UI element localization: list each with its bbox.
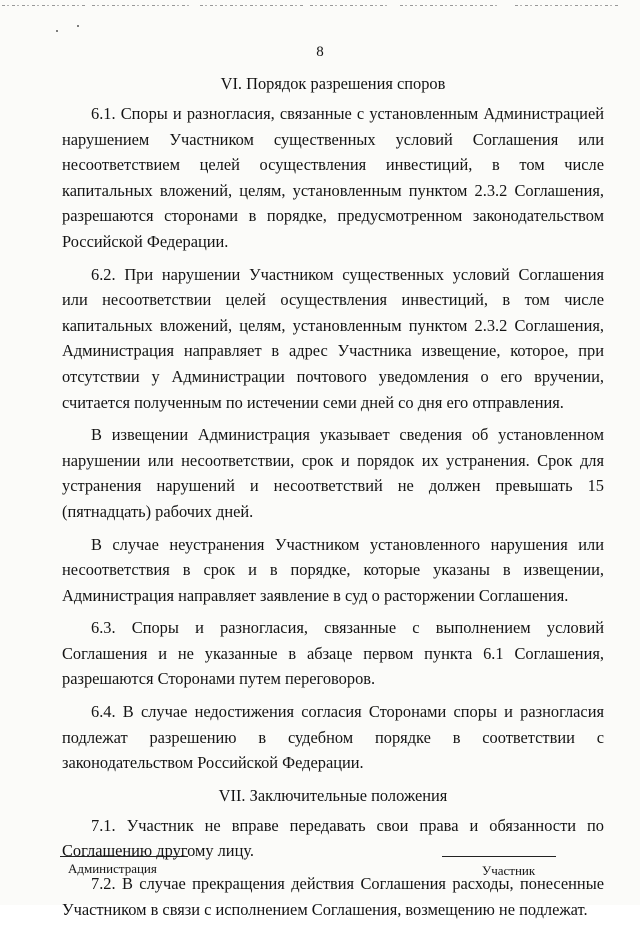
signature-participant [442,856,556,879]
paragraph-7-1: 7.1. Участник не вправе передавать свои права и обязанности по Соглашению другому лицу. [62,815,604,861]
paragraph-6-2: 6.2. При нарушении Участником существенных условий Соглашения или несоответствии целей осуществления инвестиций, в том числе капитальных вложений, целям, установленным пунктом 2.3.2 Соглашения, Администрация направляет в адрес Участника извещение, которое, при отсутствии у Администрации почтового уведомления о его вручении, считается полученным по истечении семи дней со дня его отправления. [62,264,604,412]
section-7-heading: VII. Заключительные положения [218,785,448,805]
signature-block [0,856,640,886]
scan-streak [200,5,305,6]
signature-label-administration: Администрация [68,861,157,876]
section-6-heading: VI. Порядок разрешения споров [220,74,446,93]
signature-administration [60,856,188,877]
paragraph-6-4: 6.4. В случае недостижения согласия Сторонами споры и разногласия подлежат разрешению в судебном порядке в соответствии с законодательством Российской Федерации. [62,702,604,773]
signature-label-participant: Участник [482,863,536,878]
scan-streak [310,5,390,6]
paragraph-7-2: 7.2. В случае прекращения действия Соглашения расходы, понесенные Участником в связи с исполнением Соглашения, возмещению не подлежат. [62,874,604,919]
scan-streak [2,5,87,6]
paragraph-6-1: 6.1. Споры и разногласия, связанные с установленным Администрацией нарушением Участником существенных условий Соглашения или несоответствием целей осуществления инвестиций, в том числе капитальных вложений, целям, установленным пунктом 2.3.2 Соглашения, разрешаются сторонами в порядке, предусмотренном законодательством Российской Федерации. [62,104,604,251]
scan-speck [77,25,79,27]
signature-line [60,856,188,857]
scan-speck [56,30,58,32]
paragraph-6-2-court: В случае неустранения Участником установленного нарушения или несоответствия в срок и в порядке, которые указаны в извещении, Администрация направляет заявление в суд о расторжении Соглашения. [62,534,604,605]
page-number: 8 [316,44,324,60]
scan-streak [400,5,500,6]
signature-line [442,856,556,857]
scan-artifact-top [0,0,640,10]
paragraph-6-2-notice: В извещении Администрация указывает сведения об установленном нарушении или несоответствии, срок и порядок их устранения. Срок для устранения нарушений и несоответствий не должен превышать 15 (пятнадцать) рабочих дней. [62,425,604,521]
scan-streak [515,5,620,6]
document-body [62,71,604,929]
scan-streak [92,5,192,6]
paragraph-6-3: 6.3. Споры и разногласия, связанные с выполнением условий Соглашения и не указанные в абзаце первом пункта 6.1 Соглашения, разрешаются Сторонами путем переговоров. [62,618,604,689]
